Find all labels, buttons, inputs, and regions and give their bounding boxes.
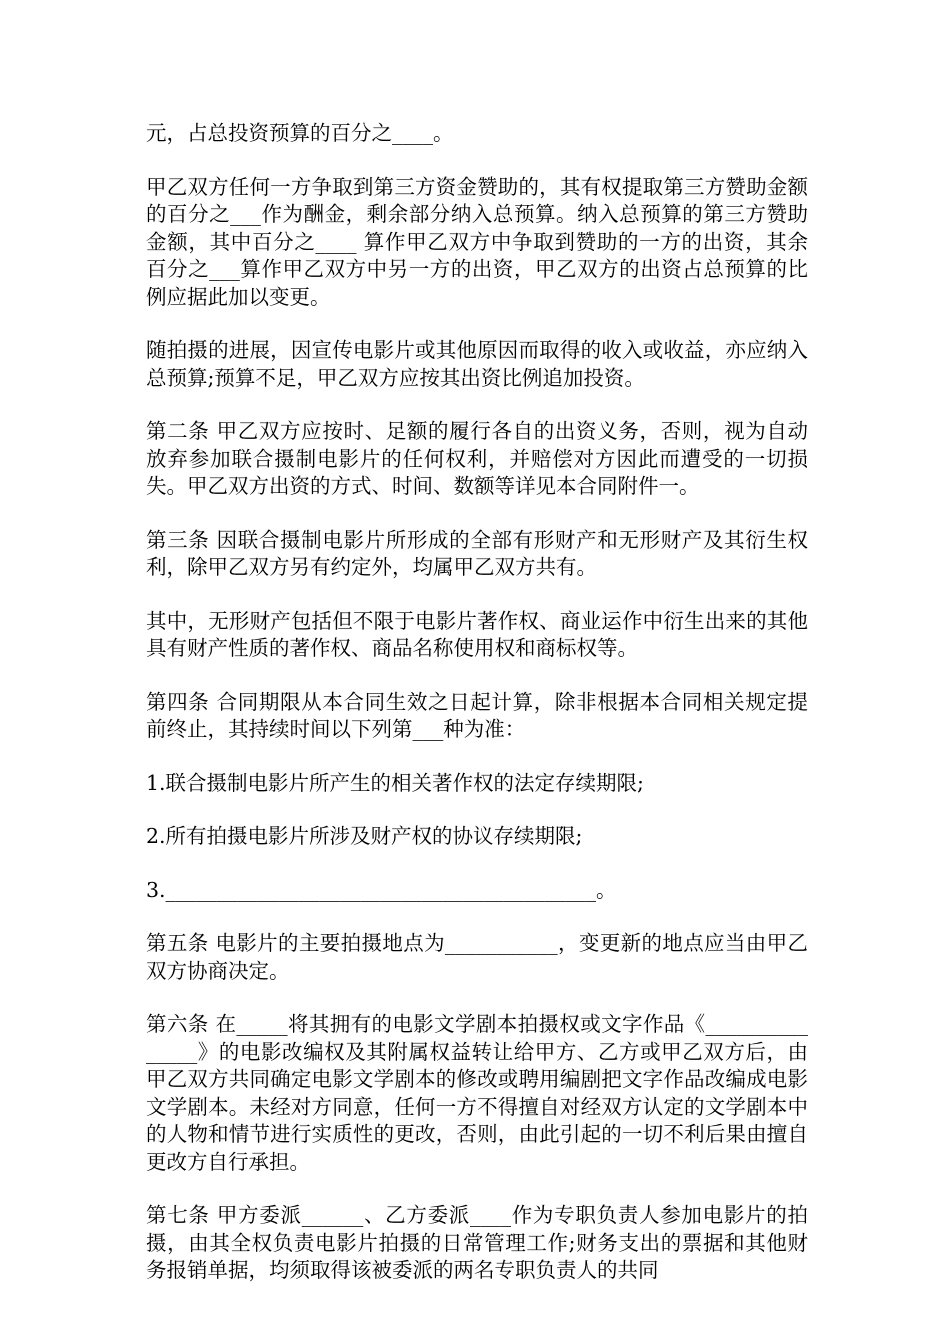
document-body <box>146 120 808 1311</box>
list-item-term-2: 2.所有拍摄电影片所涉及财产权的协议存续期限; <box>146 824 583 848</box>
paragraph-article-7: 第七条 甲方委派______、乙方委派____作为专职负责人参加电影片的拍摄，由其全权负责电影片拍摄的日常管理工作;财务支出的票据和其他财务报销单据，均须取得该被委派的两名专职负责人的共同 <box>146 1203 808 1282</box>
paragraph-additional-investment: 随拍摄的进展，因宣传电影片或其他原因而取得的收入或收益，亦应纳入总预算;预算不足，甲乙双方应按其出资比例追加投资。 <box>146 338 808 390</box>
list-item-term-3: 3.__________________________________________。 <box>146 877 617 902</box>
paragraph-article-2: 第二条 甲乙双方应按时、足额的履行各自的出资义务，否则，视为自动放弃参加联合摄制电影片的任何权利，并赔偿对方因此而遭受的一切损失。甲乙双方出资的方式、时间、数额等详见本合同附件一。 <box>146 419 808 498</box>
paragraph-article-3: 第三条 因联合摄制电影片所形成的全部有形财产和无形财产及其衍生权利，除甲乙双方另有约定外，均属甲乙双方共有。 <box>146 527 808 579</box>
paragraph-article-5: 第五条 电影片的主要拍摄地点为___________，变更新的地点应当由甲乙双方协商决定。 <box>146 931 808 983</box>
paragraph-third-party-sponsorship: 甲乙双方任何一方争取到第三方资金赞助的，其有权提取第三方赞助金额的百分之___作为酬金，剩余部分纳入总预算。纳入总预算的第三方赞助金额，其中百分之____ 算作甲乙双方中争取到赞助的一方的出资，其余百分之___算作甲乙双方中另一方的出资，甲乙双方的出资占总预算的比例应据此加以变更。 <box>146 174 808 309</box>
paragraph-article-6: 第六条 在_____将其拥有的电影文学剧本拍摄权或文字作品《_______________》的电影改编权及其附属权益转让给甲方、乙方或甲乙双方后，由甲乙双方共同确定电影文学剧本的修改或聘用编剧把文字作品改编成电影文学剧本。未经对方同意，任何一方不得擅自对经双方认定的文学剧本中的人物和情节进行实质性的更改，否则，由此引起的一切不利后果由擅自更改方自行承担。 <box>146 1012 808 1174</box>
list-item-term-1: 1.联合摄制电影片所产生的相关著作权的法定存续期限; <box>146 770 644 795</box>
paragraph-intangible-property: 其中，无形财产包括但不限于电影片著作权、商业运作中衍生出来的其他具有财产性质的著作权、商品名称使用权和商标权等。 <box>146 608 808 660</box>
paragraph-budget-percentage: 元，占总投资预算的百分之____。 <box>146 121 454 145</box>
paragraph-article-4: 第四条 合同期限从本合同生效之日起计算，除非根据本合同相关规定提前终止，其持续时间以下列第___种为准： <box>146 689 808 741</box>
